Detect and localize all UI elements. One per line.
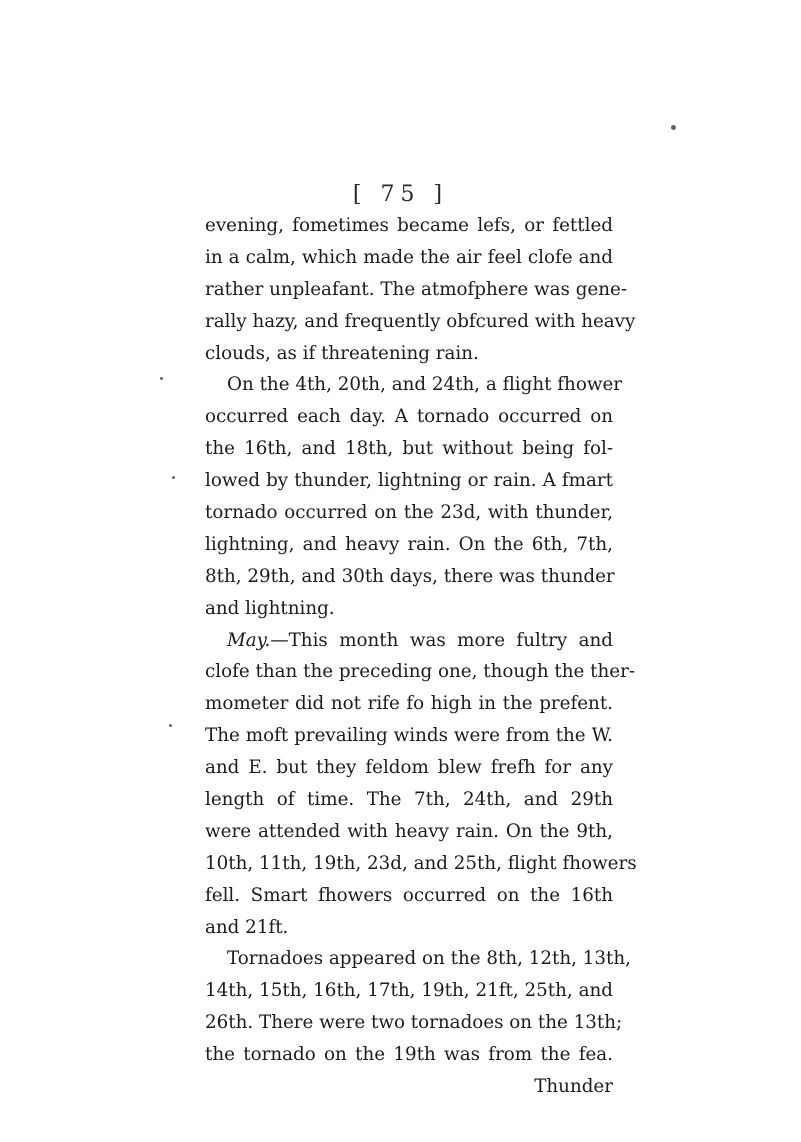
text-line: and lightning. (205, 597, 335, 619)
text-line: mometer did not rife fo high in the prefent. (205, 693, 613, 715)
text-line: 26th. There were two tornadoes on the 13th; (205, 1012, 623, 1034)
text-line: rally hazy, and frequently obfcured with heavy (205, 310, 636, 332)
text-line: were attended with heavy rain. On the 9th, (205, 820, 613, 842)
scan-speck (160, 377, 163, 380)
text-line: the tornado on the 19th was from the fea. (205, 1044, 613, 1066)
text-line: fell. Smart fhowers occurred on the 16th (205, 884, 613, 906)
month-heading: May. (227, 629, 271, 651)
scan-speck (172, 476, 175, 479)
text-line: 8th, 29th, and 30th days, there was thunder (205, 565, 615, 587)
text-line: in a calm, which made the air feel clofe and (205, 246, 613, 268)
text-line: and E. but they feldom blew frefh for any (205, 757, 613, 779)
scan-speck (671, 125, 676, 130)
text-line: 10th, 11th, 19th, 23d, and 25th, flight fhowers (205, 852, 637, 874)
text-line: evening, fometimes became lefs, or fettled (205, 215, 613, 236)
text-run: —This month was more fultry and (270, 629, 613, 651)
text-line: lightning, and heavy rain. On the 6th, 7th, (205, 533, 613, 555)
text-line: and 21ft. (205, 916, 289, 938)
catchword: Thunder (534, 1076, 613, 1098)
text-line: clouds, as if threatening rain. (205, 342, 479, 364)
text-line: occurred each day. A tornado occurred on (205, 406, 613, 428)
text-line: tornado occurred on the 23d, with thunder, (205, 502, 613, 524)
text-line: On the 4th, 20th, and 24th, a flight fhower (227, 374, 623, 396)
text-line: The moft prevailing winds were from the W. (205, 725, 613, 747)
text-line: Tornadoes appeared on the 8th, 12th, 13th, (227, 948, 631, 970)
body-text (205, 210, 637, 1103)
text-line: the 16th, and 18th, but without being fol- (205, 438, 613, 460)
text-line: 14th, 15th, 16th, 17th, 19th, 21ft, 25th, and (205, 980, 613, 1002)
text-line: clofe than the preceding one, though the ther- (205, 661, 636, 683)
text-line: length of time. The 7th, 24th, and 29th (205, 789, 613, 811)
page-number: [ 75 ] (352, 182, 449, 207)
scan-speck (169, 724, 172, 727)
text-line (205, 625, 613, 657)
text-line: lowed by thunder, lightning or rain. A fmart (205, 470, 613, 492)
text-line: rather unpleafant. The atmofphere was gene- (205, 278, 627, 300)
